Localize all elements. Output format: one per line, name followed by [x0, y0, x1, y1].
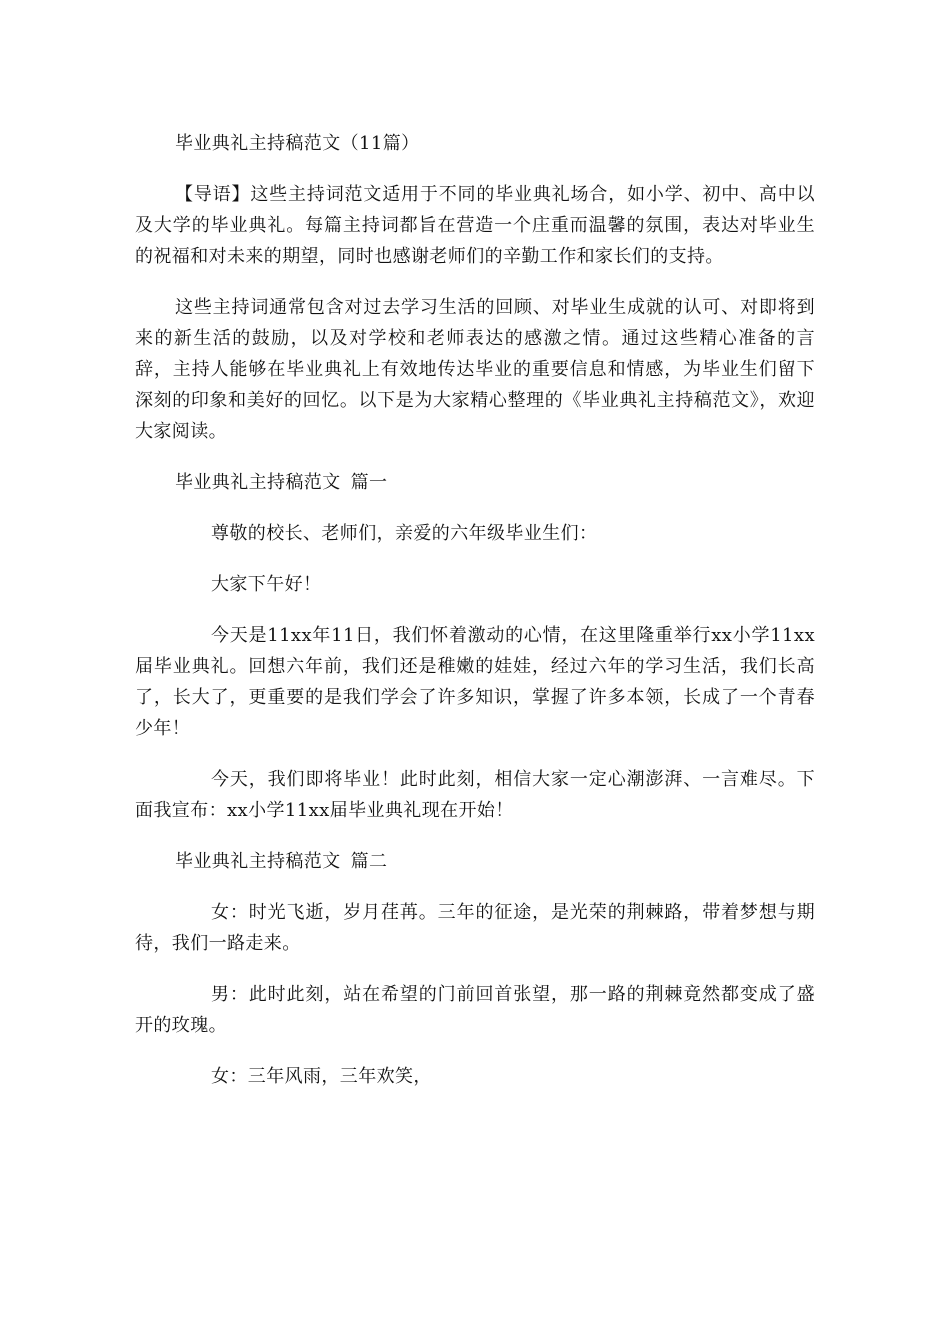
section-number: 篇一: [350, 472, 388, 493]
body-paragraph: 女：时光飞逝，岁月荏苒。三年的征途，是光荣的荆棘路，带着梦想与期待，我们一路走来。: [135, 902, 815, 954]
body-paragraph: 今天，我们即将毕业！此时此刻，相信大家一定心潮澎湃、一言难尽。下面我宣布：xx小学11xx届毕业典礼现在开始！: [135, 769, 815, 821]
body-paragraph: 今天是11xx年11日，我们怀着激动的心情，在这里隆重举行xx小学11xx届毕业典礼。回想六年前，我们还是稚嫩的娃娃，经过六年的学习生活，我们长高了，长大了，更重要的是我们学会了许多知识，掌握了许多本领，长成了一个青春少年！: [135, 625, 815, 739]
document-title: 毕业典礼主持稿范文（11篇）: [175, 133, 420, 154]
section-2: [135, 846, 815, 1092]
section-1: [135, 467, 815, 826]
section-heading: [135, 846, 815, 877]
document-page: [135, 128, 815, 1112]
section-heading-text: 毕业典礼主持稿范文: [175, 851, 341, 872]
intro-paragraph: 【导语】这些主持词范文适用于不同的毕业典礼场合，如小学、初中、高中以及大学的毕业典礼。每篇主持词都旨在营造一个庄重而温馨的氛围，表达对毕业生的祝福和对未来的期望，同时也感谢老师们的辛勤工作和家长们的支持。: [135, 184, 815, 267]
intro-paragraph: 这些主持词通常包含对过去学习生活的回顾、对毕业生成就的认可、对即将到来的新生活的鼓励，以及对学校和老师表达的感激之情。通过这些精心准备的言辞，主持人能够在毕业典礼上有效地传达毕业的重要信息和情感，为毕业生们留下深刻的印象和美好的回忆。以下是为大家精心整理的《毕业典礼主持稿范文》，欢迎大家阅读。: [135, 297, 815, 442]
body-paragraph: 男：此时此刻，站在希望的门前回首张望，那一路的荆棘竟然都变成了盛开的玫瑰。: [135, 984, 815, 1036]
body-paragraph: 尊敬的校长、老师们，亲爱的六年级毕业生们：: [211, 523, 598, 544]
body-paragraph: 女：三年风雨，三年欢笑，: [211, 1066, 432, 1087]
section-heading: [135, 467, 815, 498]
body-paragraph: 大家下午好！: [211, 574, 322, 595]
section-number: 篇二: [350, 851, 388, 872]
section-heading-text: 毕业典礼主持稿范文: [175, 472, 341, 493]
